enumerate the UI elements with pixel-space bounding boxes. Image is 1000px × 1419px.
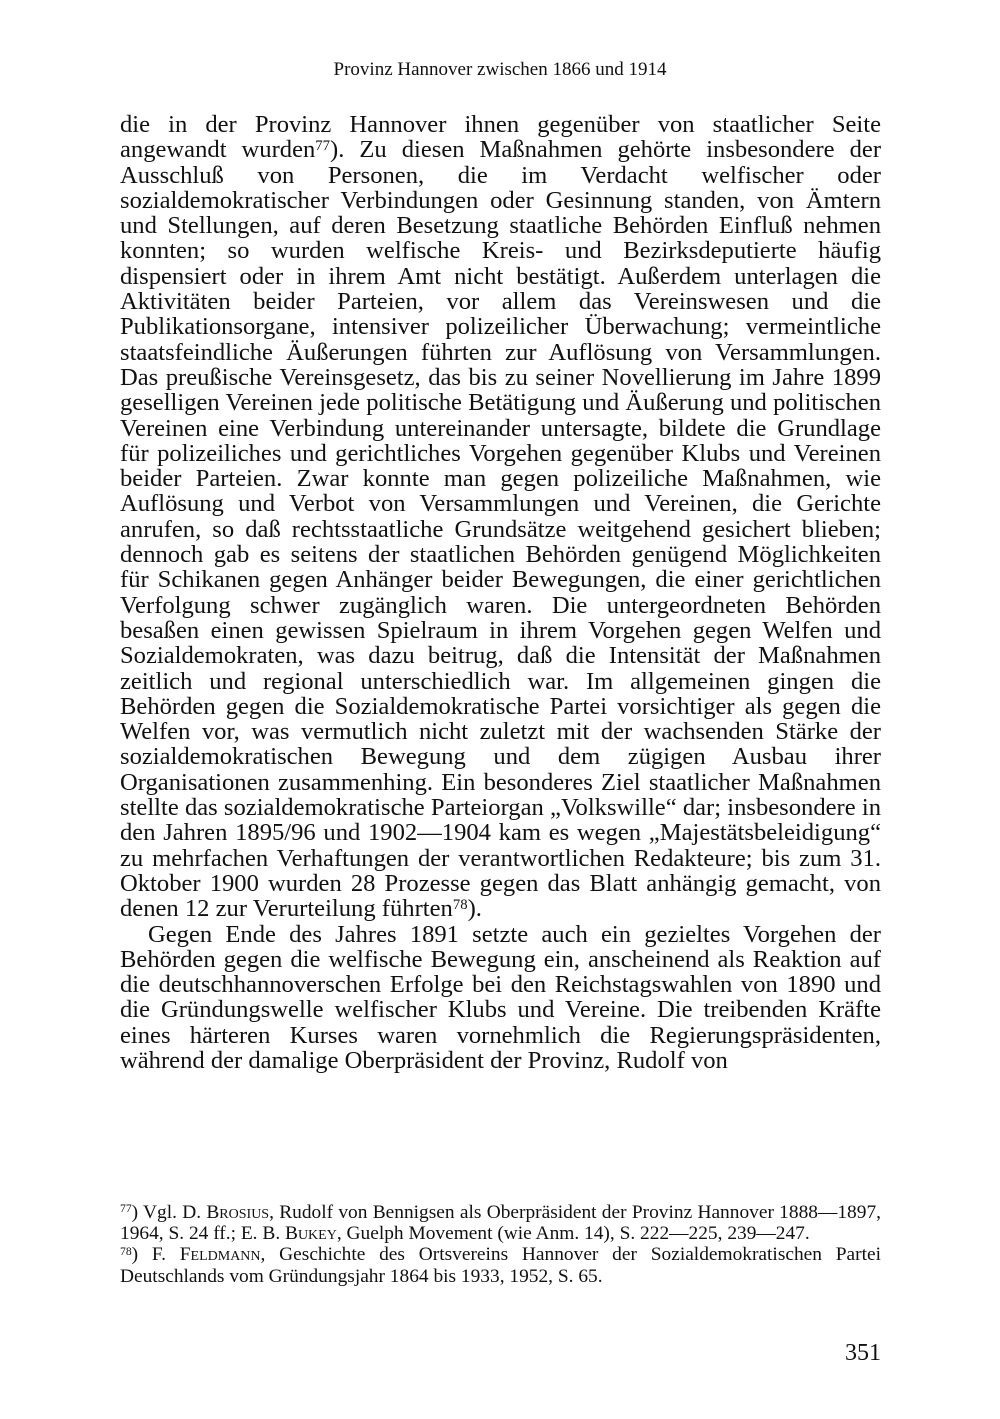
body-text (120, 112, 881, 1073)
paragraph-2: Gegen Ende des Jahres 1891 setzte auch ein gezieltes Vorgehen der Behörden gegen die welfische Bewegung ein, anscheinend als Reaktion auf die deutschhannoverschen Erfolge bei den Reichstagswahlen von 1890 und die Gründungswelle welfischer Klubs und Vereine. Die treibenden Kräfte eines härteren Kurses waren vornehmlich die Regierungspräsidenten, während der damalige Oberpräsident der Provinz, Rudolf von (120, 920, 881, 1074)
footnote-78-text-b: , Geschichte des Ortsvereins Hannover der Sozialdemokratischen Partei Deutschlands vom Gründungsjahr 1864 bis 1933, 1952, S. 65. (120, 1244, 881, 1287)
footnote-78-text-a: ) F. (131, 1244, 180, 1266)
footnote-ref-77: 77 (315, 137, 331, 154)
footnote-77 (120, 1202, 881, 1244)
page-number: 351 (845, 1340, 881, 1366)
footnote-77-author-2: Bukey (285, 1223, 337, 1245)
paragraph-1 (120, 112, 881, 922)
footnote-ref-78: 78 (452, 896, 468, 913)
footnote-78-author: Feldmann (179, 1244, 261, 1266)
footnote-77-author-1: Brosius (206, 1202, 270, 1223)
footnote-mark-77: 77 (120, 1202, 132, 1216)
footnote-mark-78: 78 (120, 1244, 132, 1258)
footnote-77-text-a: ) Vgl. D. (131, 1202, 207, 1223)
paragraph-1-text-b: ). Zu diesen Maßnahmen gehörte insbesondere der Ausschluß von Personen, die im Verdacht welfischer oder sozialdemokratischer Verbindungen oder Gesinnung standen, von Ämtern und Stellungen, auf deren Besetzung staatliche Behörden Einfluß nehmen konnten; so wurden welfische Kreis- und Bezirksdeputierte häufig dispensiert oder in ihrem Amt nicht bestätigt. Außerdem unterlagen die Aktivitäten beider Parteien, vor allem das Vereinswesen und die Publikationsorgane, intensiver polizeilicher Überwachung; vermeintliche staatsfeindliche Äußerungen führten zur Auflösung von Versammlungen. Das preußische Vereinsgesetz, das bis zu seiner Novellierung im Jahre 1899 geselligen Vereinen jede politische Betätigung und Äußerung und politischen Vereinen eine Verbindung untereinander untersagte, bildete die Grundlage für polizeiliches und gerichtliches Vorgehen gegenüber Klubs und Vereinen beider Parteien. Zwar konnte man gegen polizeiliche Maßnahmen, wie Auflösung und Verbot von Versammlungen und Vereinen, die Gerichte anrufen, so daß rechtsstaatliche Grundsätze weitgehend gesichert blieben; dennoch gab es seitens der staatlichen Behörden genügend Möglichkeiten für Schikanen gegen Anhänger beider Bewegungen, die einer gerichtlichen Verfolgung schwer zugänglich waren. Die untergeordneten Behörden besaßen einen gewissen Spielraum in ihrem Vorgehen gegen Welfen und Sozialdemokraten, was dazu beitrug, daß die Intensität der Maßnahmen zeitlich und regional unterschiedlich war. Im allgemeinen gingen die Behörden gegen die Sozialdemokratische Partei vorsichtiger als gegen die Welfen vor, was vermutlich nicht zuletzt mit der wachsenden Stärke der sozialdemokratischen Bewegung und dem zügigen Ausbau ihrer Organisationen zusammenhing. Ein besonderes Ziel staatlicher Maßnahmen stellte das sozialdemokratische Parteiorgan „Volkswille“ dar; insbesondere in den Jahren 1895/96 und 1902—1904 kam es wegen „Majestätsbeleidigung“ zu mehrfachen Verhaftungen der verantwortlichen Redakteure; bis zum 31. Oktober 1900 wurden 28 Prozesse gegen das Blatt anhängig gemacht, von denen 12 zur Verurteilung führten (120, 136, 882, 923)
footnote-78 (120, 1244, 881, 1286)
running-head: Provinz Hannover zwischen 1866 und 1914 (333, 59, 667, 80)
paragraph-1-text-c: ). (467, 895, 482, 923)
footnote-77-text-b: , Rudolf von Bennigsen als Oberpräsident der Provinz Hannover 1888—1897, 1964, S. 24 ff.; E. B. (120, 1202, 881, 1245)
footnotes (120, 1202, 881, 1287)
paragraph-1-text-a: die in der Provinz Hannover ihnen gegenüber von staatlicher Seite angewandt wurden (120, 111, 881, 164)
footnote-77-text-c: , Guelph Movement (wie Anm. 14), S. 222—225, 239—247. (336, 1223, 810, 1245)
